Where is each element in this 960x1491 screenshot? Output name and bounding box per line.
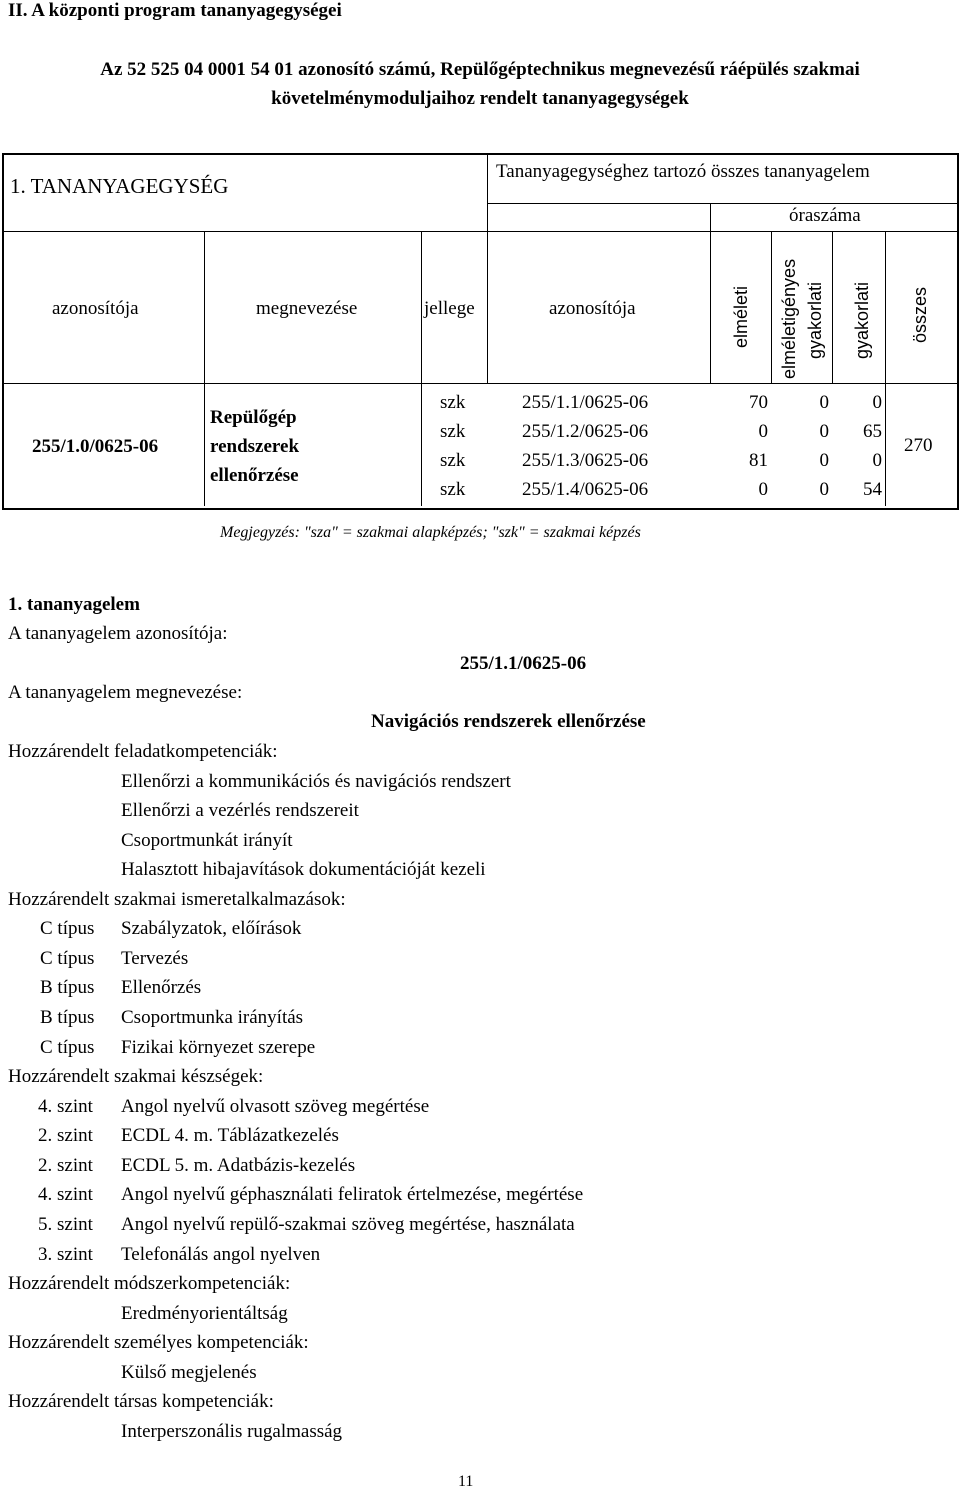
row-practice: 0 xyxy=(872,392,882,413)
skill-level: 4. szint xyxy=(38,1096,93,1117)
knowledge-level: C típus xyxy=(40,918,95,939)
row-theory-practice: 0 xyxy=(819,392,829,413)
knowledge-text: Szabályzatok, előírások xyxy=(121,918,302,939)
personal-label: Hozzárendelt személyes kompetenciák: xyxy=(8,1332,309,1353)
column-divider xyxy=(710,203,711,231)
header-divider xyxy=(4,231,957,232)
row-theory-practice: 0 xyxy=(819,421,829,442)
task-item: Ellenőrzi a kommunikációs és navigációs rendszert xyxy=(121,771,511,792)
column-divider xyxy=(771,231,772,383)
header-divider xyxy=(4,383,957,384)
unit-name-line: Repülőgép xyxy=(210,407,297,428)
column-divider xyxy=(832,231,833,383)
column-divider xyxy=(885,231,886,506)
row-theory-practice: 0 xyxy=(819,450,829,471)
row-practice: 54 xyxy=(863,479,882,500)
skill-text: Angol nyelvű géphasználati feliratok értelmezése, megértése xyxy=(121,1184,584,1205)
tasks-label: Hozzárendelt feladatkompetenciák: xyxy=(8,741,278,762)
row-theory: 0 xyxy=(758,421,768,442)
social-label: Hozzárendelt társas kompetenciák: xyxy=(8,1391,274,1412)
col-header-name: megnevezése xyxy=(256,298,358,319)
header-divider xyxy=(487,203,957,204)
element-name-label: A tananyagelem megnevezése: xyxy=(8,682,243,703)
task-item: Ellenőrzi a vezérlés rendszereit xyxy=(121,800,359,821)
col-header-element-id: azonosítója xyxy=(549,298,636,319)
task-item: Csoportmunkát irányít xyxy=(121,830,293,851)
row-theory: 0 xyxy=(758,479,768,500)
method-label: Hozzárendelt módszerkompetenciák: xyxy=(8,1273,291,1294)
knowledge-label: Hozzárendelt szakmai ismeretalkalmazások: xyxy=(8,889,346,910)
column-divider xyxy=(710,231,711,383)
unit-total: 270 xyxy=(904,435,933,456)
element-name-value: Navigációs rendszerek ellenőrzése xyxy=(371,711,646,732)
col-header-total: összes xyxy=(910,286,930,343)
unit-title: 1. TANANYAGEGYSÉG xyxy=(10,174,229,198)
row-theory-practice: 0 xyxy=(819,479,829,500)
row-element-id: 255/1.2/0625-06 xyxy=(522,421,649,442)
knowledge-text: Tervezés xyxy=(121,948,189,969)
knowledge-text: Csoportmunka irányítás xyxy=(121,1007,304,1028)
skill-text: Telefonálás angol nyelven xyxy=(121,1244,321,1265)
skill-text: Angol nyelvű repülő-szakmai szöveg megértése, használata xyxy=(121,1214,575,1235)
elements-header: Tananyagegységhez tartozó összes tananyagelem xyxy=(496,161,870,182)
row-element-id: 255/1.4/0625-06 xyxy=(522,479,649,500)
col-header-theory-practice-2: gyakorlati xyxy=(805,281,825,359)
unit-name-line: rendszerek xyxy=(210,436,300,457)
task-item: Halasztott hibajavítások dokumentációját kezeli xyxy=(121,859,486,880)
column-divider xyxy=(487,153,488,231)
column-divider xyxy=(421,231,422,506)
table-note: Megjegyzés: "sza" = szakmai alapképzés; "szk" = szakmai képzés xyxy=(220,524,641,541)
knowledge-text: Ellenőrzés xyxy=(121,977,202,998)
row-practice: 0 xyxy=(872,450,882,471)
unit-name-line: ellenőrzése xyxy=(210,465,299,486)
column-divider xyxy=(204,231,205,506)
section-title: II. A központi program tananyagegységei xyxy=(8,0,342,21)
page-number: 11 xyxy=(458,1473,474,1490)
method-item: Eredményorientáltság xyxy=(121,1303,288,1324)
knowledge-level: B típus xyxy=(40,977,95,998)
knowledge-level: C típus xyxy=(40,1037,95,1058)
row-element-id: 255/1.1/0625-06 xyxy=(522,392,649,413)
row-type: szk xyxy=(440,450,466,471)
knowledge-text: Fizikai környezet szerepe xyxy=(121,1037,316,1058)
knowledge-level: B típus xyxy=(40,1007,95,1028)
col-header-type: jellege xyxy=(424,298,475,319)
col-header-id: azonosítója xyxy=(52,298,139,319)
skill-level: 5. szint xyxy=(38,1214,93,1235)
row-type: szk xyxy=(440,479,466,500)
skill-level: 2. szint xyxy=(38,1155,93,1176)
element-id-value: 255/1.1/0625-06 xyxy=(460,653,587,674)
element-heading: 1. tananyagelem xyxy=(8,594,140,615)
personal-item: Külső megjelenés xyxy=(121,1362,257,1383)
module-title: Az 52 525 04 0001 54 01 azonosító számú, Repülőgéptechnikus megnevezésű ráépülés szakmai követelménymoduljaihoz rendelt tananyagegységek xyxy=(100,59,860,109)
row-theory: 81 xyxy=(749,450,768,471)
hours-header: óraszáma xyxy=(789,205,861,226)
col-header-practice: gyakorlati xyxy=(852,281,872,359)
skill-text: Angol nyelvű olvasott szöveg megértése xyxy=(121,1096,430,1117)
skills-label: Hozzárendelt szakmai készségek: xyxy=(8,1066,264,1087)
row-theory: 70 xyxy=(749,392,768,413)
skill-text: ECDL 4. m. Táblázatkezelés xyxy=(121,1125,339,1146)
skill-level: 4. szint xyxy=(38,1184,93,1205)
knowledge-level: C típus xyxy=(40,948,95,969)
skill-level: 3. szint xyxy=(38,1244,93,1265)
social-item: Interperszonális rugalmasság xyxy=(121,1421,343,1442)
row-element-id: 255/1.3/0625-06 xyxy=(522,450,649,471)
unit-id: 255/1.0/0625-06 xyxy=(32,436,159,457)
skill-level: 2. szint xyxy=(38,1125,93,1146)
row-practice: 65 xyxy=(863,421,882,442)
col-header-theory-practice-1: elméletigényes xyxy=(779,258,799,379)
row-type: szk xyxy=(440,421,466,442)
row-type: szk xyxy=(440,392,466,413)
element-id-label: A tananyagelem azonosítója: xyxy=(8,623,228,644)
column-divider xyxy=(487,231,488,383)
col-header-theory: elméleti xyxy=(731,285,751,348)
skill-text: ECDL 5. m. Adatbázis-kezelés xyxy=(121,1155,356,1176)
